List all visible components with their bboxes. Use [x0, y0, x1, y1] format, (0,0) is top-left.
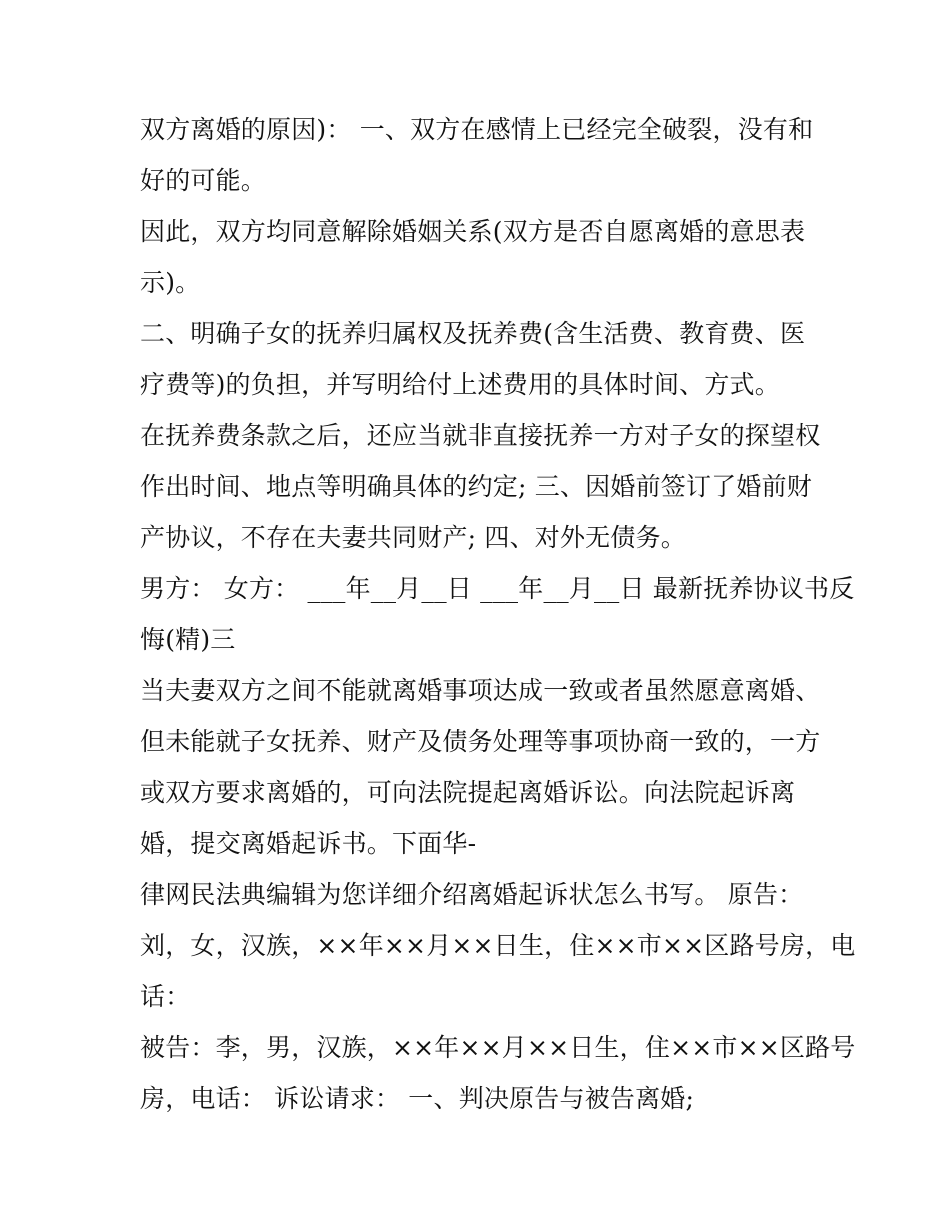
text-line: 产协议，不存在夫妻共同财产; 四、对外无债务。: [140, 523, 686, 552]
text-line: 疗费等)的负担，并写明给付上述费用的具体时间、方式。: [140, 370, 780, 399]
text-line: 被告：李，男，汉族，××年××月××日生，住××市××区路号: [140, 1033, 856, 1062]
text-line: 刘，女，汉族，××年××月××日生，住××市××区路号房，电: [140, 931, 856, 960]
text-line: 但未能就子女抚养、财产及债务处理等事项协商一致的，一方: [140, 727, 821, 756]
text-line: 当夫妻双方之间不能就离婚事项达成一致或者虽然愿意离婚、: [140, 676, 821, 705]
text-line: 悔(精)三: [140, 625, 236, 654]
text-line: 或双方要求离婚的，可向法院提起离婚诉讼。向法院起诉离: [140, 778, 796, 807]
text-line: 话：: [140, 982, 191, 1011]
text-line: 好的可能。: [140, 166, 267, 195]
text-line: 婚，提交离婚起诉书。下面华-: [140, 829, 477, 858]
text-line: 示)。: [140, 268, 201, 297]
text-line: 因此，双方均同意解除婚姻关系(双方是否自愿离婚的意思表: [140, 217, 806, 246]
text-line: 在抚养费条款之后，还应当就非直接抚养一方对子女的探望权: [140, 421, 821, 450]
text-line: 男方： 女方： ___年__月__日 ___年__月__日 最新抚养协议书反: [140, 574, 855, 603]
text-line: 双方离婚的原因)： 一、双方在感情上已经完全破裂，没有和: [140, 115, 814, 144]
text-line: 二、明确子女的抚养归属权及抚养费(含生活费、教育费、医: [140, 319, 806, 348]
text-line: 房，电话： 诉讼请求： 一、判决原告与被告离婚;: [140, 1084, 695, 1113]
text-line: 作出时间、地点等明确具体的约定; 三、因婚前签订了婚前财: [140, 472, 812, 501]
text-line: 律网民法典编辑为您详细介绍离婚起诉状怎么书写。 原告：: [140, 880, 804, 909]
document-body: [140, 104, 856, 1124]
